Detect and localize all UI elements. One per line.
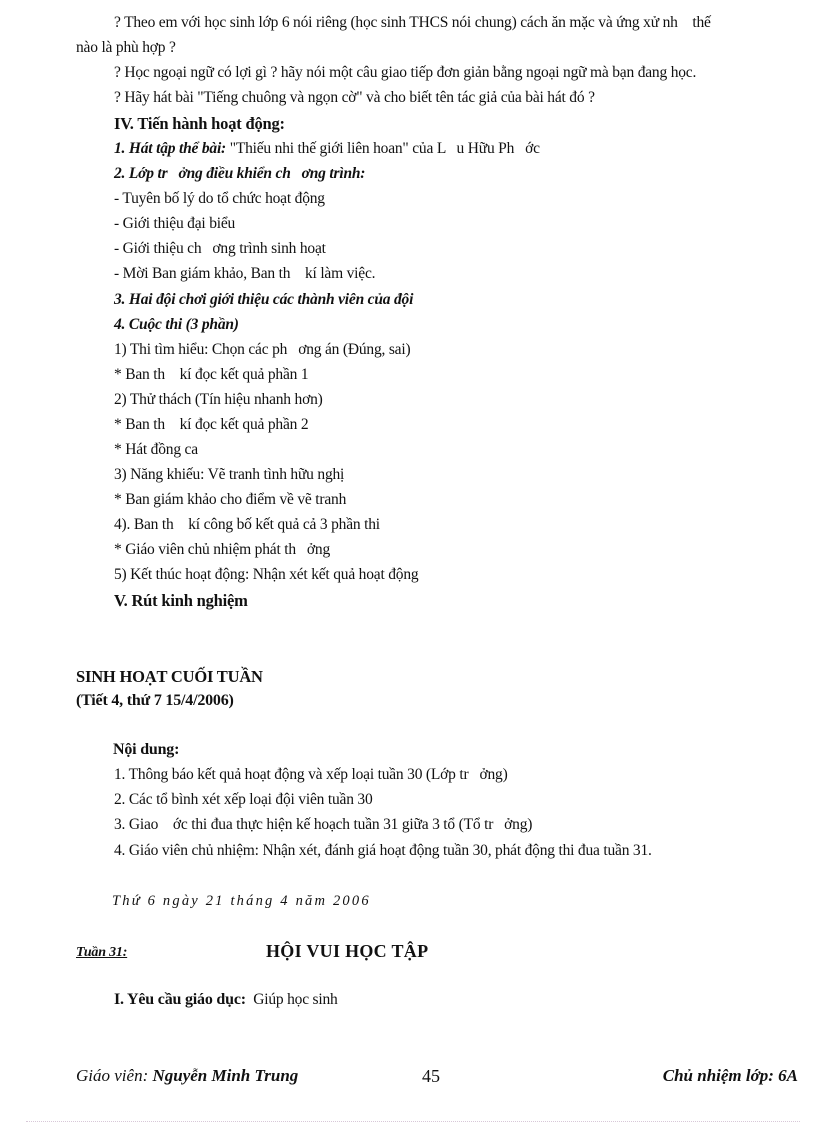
weekend-title: SINH HOẠT CUỐI TUẦN	[76, 667, 263, 686]
list-item: - Giới thiệu đại biểu	[114, 215, 236, 232]
page-divider	[26, 1121, 800, 1122]
section-4-item-2-label: 2. Lớp tr ởng điều khiển ch ơng trình:	[114, 165, 366, 182]
section-4-item-4-label: 4. Cuộc thi (3 phần)	[114, 316, 239, 333]
requirement-line	[114, 990, 338, 1010]
list-item: * Hát đồng ca	[114, 441, 198, 458]
subtitle-part: (Tiết 4, thứ	[76, 692, 154, 709]
question-2: ? Học ngoại ngữ có lợi gì ? hãy nói một câu giao tiếp đơn giản bằng ngoại ngữ mà bạn đang học.	[114, 64, 697, 81]
requirement-text: Giúp học sinh	[245, 991, 338, 1008]
teacher-name: Nguyễn Minh Trung	[152, 1066, 299, 1085]
list-item: * Ban th kí đọc kết quả phần 2	[114, 416, 309, 433]
section-4-item-3-label: 3. Hai đội chơi giới thiệu các thành viên của đội	[114, 291, 414, 308]
footer-teacher	[76, 1066, 298, 1086]
list-item: - Tuyên bố lý do tổ chức hoạt động	[114, 190, 325, 207]
item-1-label: 1. Hát tập thể bài:	[114, 140, 227, 157]
requirement-label: I. Yêu cầu giáo dục:	[114, 991, 246, 1008]
week-label: Tuần 31:	[76, 945, 128, 960]
section-5-heading: V. Rút kinh nghiệm	[114, 591, 248, 610]
section-4-item-1	[114, 139, 540, 159]
list-item: 5) Kết thúc hoạt động: Nhận xét kết quả hoạt động	[114, 566, 419, 583]
section-4-heading: IV. Tiến hành hoạt động:	[114, 114, 285, 133]
footer-class: Chủ nhiệm lớp: 6A	[662, 1066, 798, 1085]
list-item: 1. Thông báo kết quả hoạt động và xếp loại tuần 30 (Lớp tr ởng)	[114, 766, 508, 783]
subtitle-part: )	[228, 692, 234, 709]
page-number: 45	[422, 1066, 440, 1086]
list-item: 3) Năng khiếu: Vẽ tranh tình hữu nghị	[114, 466, 345, 483]
question-1-cont: nào là phù hợp ?	[76, 39, 176, 56]
teacher-label: Giáo viên:	[76, 1066, 153, 1085]
subtitle-date: 7 15/4/2006	[153, 692, 229, 709]
week-title: HỘI VUI HỌC TẬP	[266, 941, 429, 961]
list-item: * Ban th kí đọc kết quả phần 1	[114, 366, 309, 383]
list-item: - Giới thiệu ch ơng trình sinh hoạt	[114, 240, 326, 257]
list-item: 1) Thi tìm hiểu: Chọn các ph ơng án (Đúng, sai)	[114, 341, 411, 358]
list-item: 4). Ban th kí công bố kết quả cả 3 phần thi	[114, 516, 380, 533]
list-item: 2) Thử thách (Tín hiệu nhanh hơn)	[114, 391, 323, 408]
weekend-subtitle	[76, 691, 234, 711]
question-1: ? Theo em với học sinh lớp 6 nói riêng (học sinh THCS nói chung) cách ăn mặc và ứng xử nh thế	[114, 14, 711, 31]
date-line: Thứ 6 ngày 21 tháng 4 năm 2006	[112, 893, 371, 909]
list-item: 4. Giáo viên chủ nhiệm: Nhận xét, đánh giá hoạt động tuần 30, phát động thi đua tuần 31.	[114, 842, 652, 859]
question-3: ? Hãy hát bài "Tiếng chuông và ngọn cờ" và cho biết tên tác giả của bài hát đó ?	[114, 89, 595, 106]
list-item: * Giáo viên chủ nhiệm phát th ởng	[114, 541, 331, 558]
list-item: 2. Các tổ bình xét xếp loại đội viên tuần 30	[114, 791, 373, 808]
list-item: - Mời Ban giám khảo, Ban th kí làm việc.	[114, 265, 376, 282]
list-item: 3. Giao ớc thi đua thực hiện kế hoạch tuần 31 giữa 3 tổ (Tổ tr ởng)	[114, 816, 533, 833]
list-item: * Ban giám khảo cho điểm về vẽ tranh	[114, 491, 347, 508]
item-1-text: "Thiếu nhi thế giới liên hoan" của L u Hữu Ph ớc	[226, 140, 540, 157]
content-label: Nội dung:	[113, 741, 180, 758]
